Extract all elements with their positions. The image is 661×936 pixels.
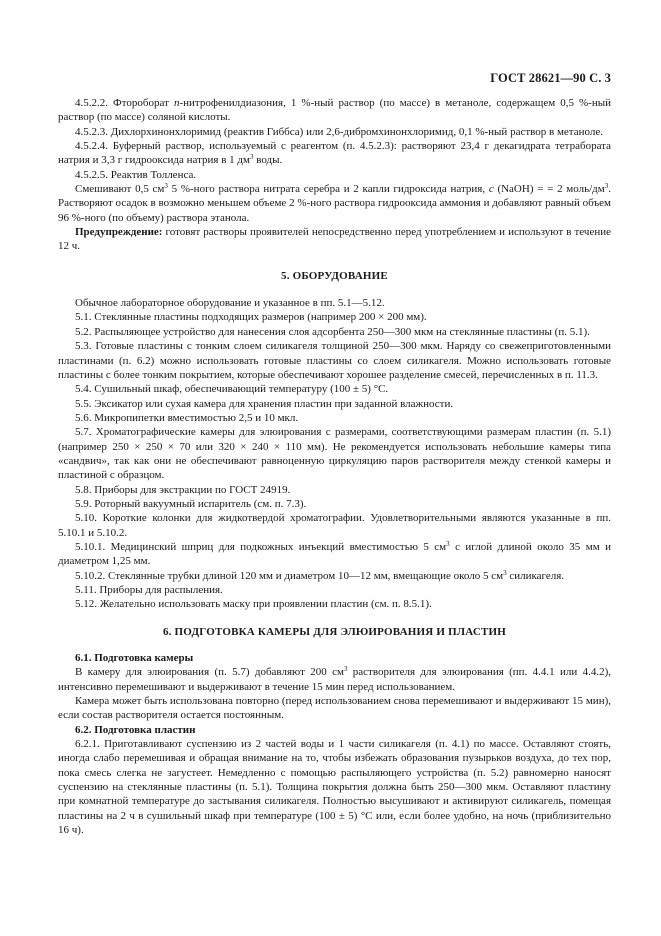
- item-5-10-1: 5.10.1. Медицинский шприц для подкожных инъекций вместимостью 5 $см^3$ с иглой длиной около 35 мм и диаметром 1,25 мм.: [58, 539, 611, 568]
- paragraph-6-2-1: 6.2.1. Приготавливают суспензию из 2 частей воды и 1 части силикагеля (п. 4.1) по массе. Оставляют стоять, иногда слабо перемешивая и обращая внимание на то, чтобы избежать образования пузырьков воздуха, до тех пор, пока смесь слегка не загустеет. Немедленно с помощью распыляющего устройства (п. 5.2) равномерно наносят суспензию на стеклянные пластины (п. 5.1). Толщина покрытия должна быть 250—300 мкм. Оставляют пластину при комнатной температуре до застывания силикагеля. Полностью высушивают и активируют силикагель, помещая пластины на 2 ч в сушильный шкаф при температуре (100 ± 5) °С или, если более удобно, на ночь (приблизительно 16 ч).: [58, 738, 611, 837]
- document-body: [58, 96, 611, 838]
- section-5-title: 5. ОБОРУДОВАНИЕ: [281, 269, 388, 282]
- item-5-8: 5.8. Приборы для экстракции по ГОСТ 24919.: [75, 483, 291, 496]
- item-5-3: 5.3. Готовые пластины с тонким слоем силикагеля толщиной 250—300 мкм. Наряду со свежеприготовленными пластинами (п. 6.2) можно использовать готовые пластины со слоем силикагеля. Можно использовать готовые пластины с более тонким покрытием, которые обеспечивают хорошее разделение смесей, перечисленных в п. 11.3.: [58, 340, 611, 381]
- paragraph-tollens-prep: Смешивают 0,5 $см^3$ 5 %-ного раствора нитрата серебра и 2 капли гидроксида натрия, c (NaOH) = = 2 моль/$дм^3$. Растворяют осадок в возможно меньшем объеме 2 %-ного раствора гидрооксида аммония и добавляют равный объем 96 %-ного (по объему) раствора этанола.: [58, 182, 611, 224]
- paragraph-6-1-reuse: Камера может быть использована повторно (перед использованием снова перемешивают и выдерживают 15 мин), если состав растворителя остается постоянным.: [58, 695, 611, 722]
- paragraph-4-5-2-4: 4.5.2.4. Буферный раствор, используемый с реагентом (п. 4.5.2.3): растворяют 23,4 г декагидрата тетрабората натрия и 3,3 г гидрооксида натрия в 1 $дм^3$ воды.: [58, 140, 611, 167]
- item-5-11: 5.11. Приборы для распыления.: [75, 584, 223, 596]
- paragraph-4-5-2-5: 4.5.2.5. Реактив Толленса.: [75, 168, 197, 181]
- subsection-6-2-heading: 6.2. Подготовка пластин: [75, 723, 196, 736]
- warning-label: Предупреждение:: [75, 226, 163, 239]
- subsection-6-1-heading: 6.1. Подготовка камеры: [75, 652, 194, 665]
- item-5-10-2: 5.10.2. Стеклянные трубки длиной 120 мм и диаметром 10—12 мм, вмещающие около 5 $см^3$ силикагеля.: [75, 568, 565, 582]
- page-header: ГОСТ 28621—90 С. 3: [490, 71, 611, 85]
- paragraph-4-5-2-2: 4.5.2.2. Фтороборат n-нитрофенилдиазония, 1 %-ный раствор (по массе) в метаноле, содержащем 0,5 %-ный раствор (по массе) соляной кислоты.: [58, 97, 611, 124]
- section-6-title: 6. ПОДГОТОВКА КАМЕРЫ ДЛЯ ЭЛЮИРОВАНИЯ И ПЛАСТИН: [162, 625, 507, 638]
- paragraph-6-1-chamber: В камеру для элюирования (п. 5.7) добавляют 200 $см^3$ растворителя для элюирования (пп. 4.4.1 или 4.4.2), интенсивно перемешивают и выдерживают в течение 15 мин перед использованием.: [58, 665, 611, 693]
- item-5-2: 5.2. Распыляющее устройство для нанесения слоя адсорбента 250—300 мкм на стеклянные пластины (п. 5.1).: [75, 325, 590, 338]
- item-5-12: 5.12. Желательно использовать маску при проявлении пластин (см. п. 8.5.1).: [75, 598, 432, 611]
- item-5-1: 5.1. Стеклянные пластины подходящих размеров (например 200 × 200 мм).: [75, 311, 427, 324]
- item-5-5: 5.5. Эксикатор или сухая камера для хранения пластин при заданной влажности.: [75, 397, 454, 410]
- paragraph-warning: Предупреждение: готовят растворы проявителей непосредственно перед употреблением и используют в течение 12 ч.: [58, 226, 611, 253]
- item-5-4: 5.4. Сушильный шкаф, обеспечивающий температуру (100 ± 5) °С.: [75, 383, 389, 396]
- paragraph-4-5-2-3: 4.5.2.3. Дихлорхинонхлоримид (реактив Гиббса) или 2,6-дибромхинонхлоримид, 0,1 %-ный раствор в метаноле.: [75, 125, 603, 138]
- item-5-7: 5.7. Хроматографические камеры для элюирования с размерами, соответствующими размерам пластин (п. 5.1) (например 250 × 250 × 70 или 320 × 240 × 110 мм). Не рекомендуется использовать небольшие камеры типа «сандвич», так как они не обеспечивают равноценную циркуляцию паров растворителя между стенкой камеры и пластиной с образцом.: [58, 426, 611, 482]
- section-5-intro: Обычное лабораторное оборудование и указанное в пп. 5.1—5.12.: [75, 297, 385, 310]
- item-5-9: 5.9. Роторный вакуумный испаритель (см. п. 7.3).: [75, 497, 307, 510]
- item-5-10: 5.10. Короткие колонки для жидкотвердой хроматографии. Удовлетворительными являются указанные в пп. 5.10.1 и 5.10.2.: [58, 512, 611, 539]
- item-5-6: 5.6. Микропипетки вместимостью 2,5 и 10 мкл.: [75, 411, 299, 424]
